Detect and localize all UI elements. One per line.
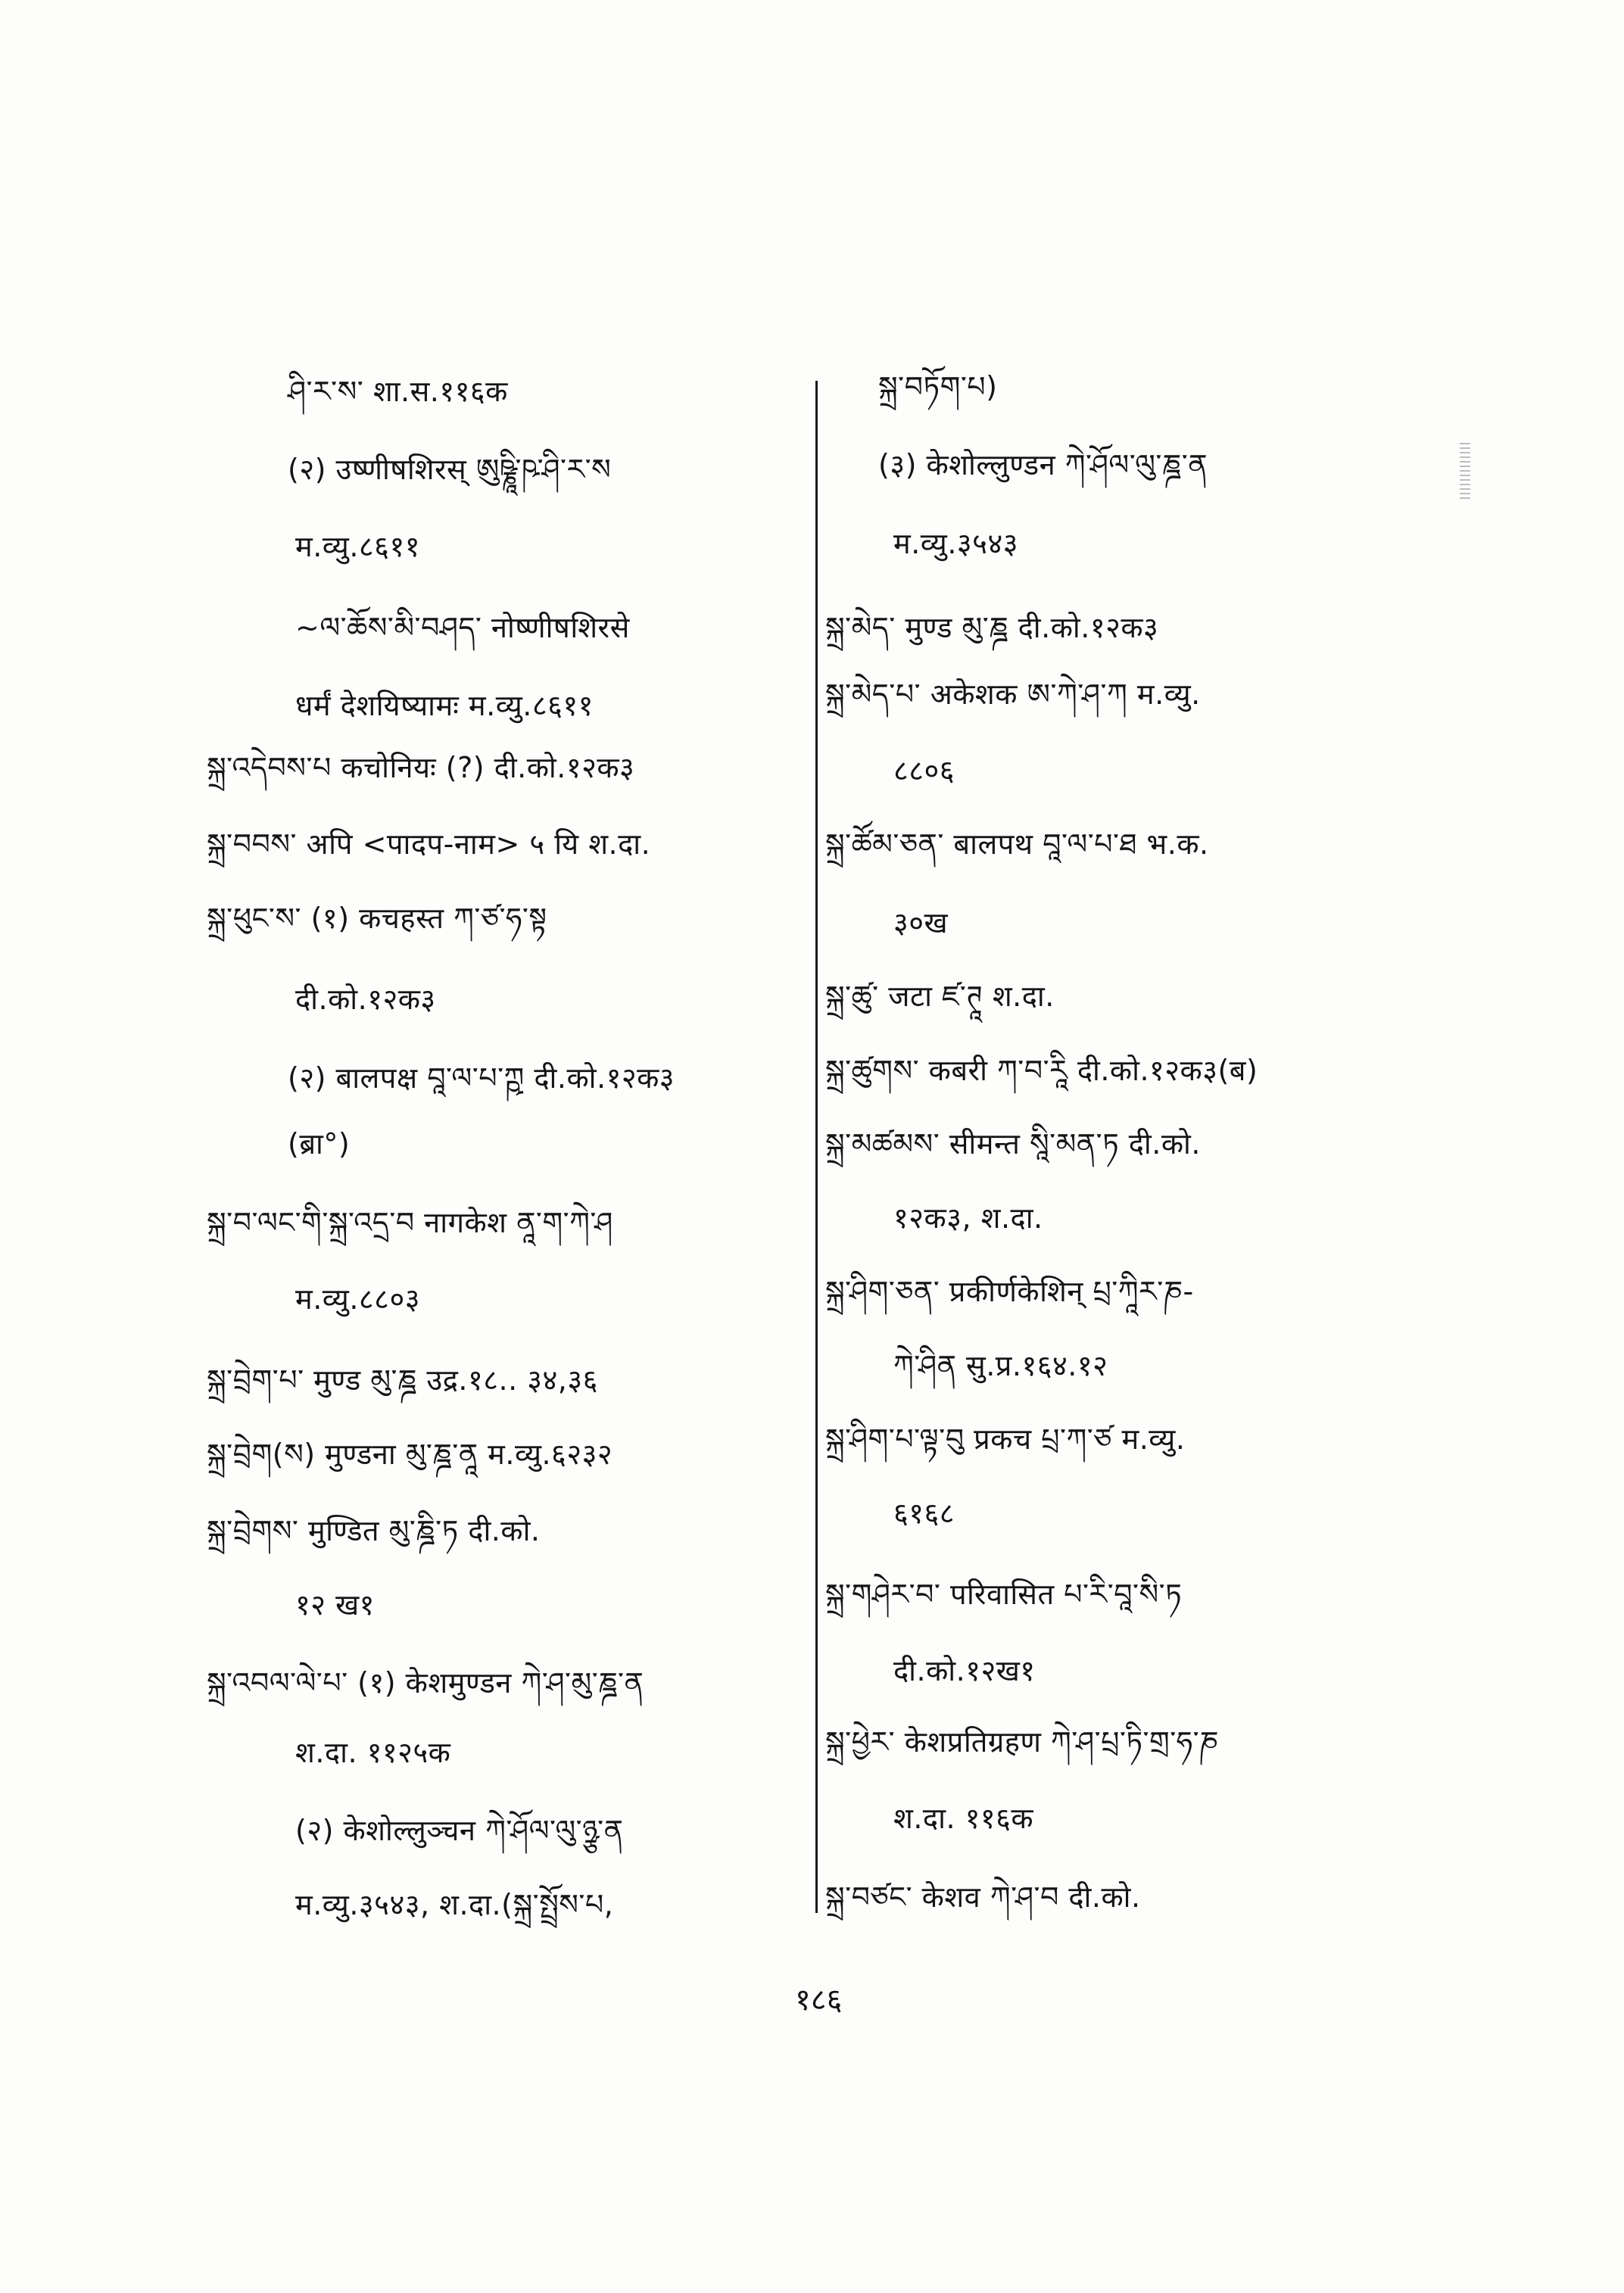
entry-line: སྐྲ་འབལ་ལེ་པ་ (१) केशमुण्डन ཀེ་ཤ་མུ་ཎྜ་ན bbox=[207, 1666, 644, 1699]
entry-line: སྐྲ་གཤེར་བ་ परिवासित པ་རི་བཱ་སི་ཏ bbox=[825, 1578, 1183, 1611]
entry-line: ६१६८ bbox=[893, 1497, 955, 1530]
right-column bbox=[819, 0, 1614, 2293]
entry-line: ཀེ་ཤིན सु.प्र.१६४.१२ bbox=[893, 1349, 1108, 1382]
entry-line: ८८०६ bbox=[893, 754, 955, 787]
entry-line: (ब्रा°) bbox=[288, 1127, 351, 1161]
entry-line: ~ལ་ཆོས་མི་བཤད་ नोष्णीषशिरसे bbox=[295, 611, 630, 644]
entry-line: སྐྲ་བཏོག་པ) bbox=[878, 370, 998, 403]
entry-line: (२) उष्णीषशिरस् ཨུཥྞཱི་ཥ་ཤི་ར་ས bbox=[288, 453, 612, 486]
entry-line: ཤི་ར་ས་ शा.स.११६क bbox=[288, 375, 508, 408]
entry-line: སྐྲ་མཚམས་ सीमन्त སཱི་མན་ཏ दी.को. bbox=[825, 1127, 1201, 1161]
entry-line: སྐྲ་ཤིག་ཅན་ प्रकीर्णकेशिन् པྲ་ཀཱིར་ཎ- bbox=[825, 1275, 1194, 1308]
entry-line: སྐྲ་བཙང་ केशव ཀེ་ཤ་བ दी.को. bbox=[825, 1880, 1141, 1914]
entry-line: ३०ख bbox=[893, 906, 949, 939]
entry-line: धर्मं देशयिष्यामः म.व्यु.८६११ bbox=[295, 689, 594, 722]
entry-line: སྐྲ་བབས་ अपि <पादप-नाम> ५ यि श.दा. bbox=[207, 827, 651, 861]
entry-line: སྐྲ་ཚུགས་ कबरी ཀ་བ་རཱི दी.को.१२क३(ब) bbox=[825, 1054, 1258, 1087]
column-divider bbox=[815, 381, 818, 1913]
entry-line: (२) केशोल्लुञ्चन ཀེ་ཤོལ་ལུ་ཉྩ་ན bbox=[295, 1814, 624, 1847]
entry-line: (३) केशोल्लुण्डन ཀེ་ཤོལ་ལུ་ཎྜ་ན bbox=[878, 448, 1208, 481]
entry-line: སྐྲ་ཕུང་ས་ (१) कचहस्त ཀ་ཙ་ཧ་སྟ bbox=[207, 902, 547, 935]
entry-line: སྐྲ་བྲེགས་ मुण्डित མུ་ཎྜི་ཏ दी.को. bbox=[207, 1514, 541, 1547]
entry-line: སྐྲ་ཤིག་པ་ལྟ་བུ प्रकच པྲ་ཀ་ཙ म.व्यु. bbox=[825, 1422, 1186, 1456]
entry-line: १२ ख१ bbox=[295, 1588, 375, 1622]
entry-line: སྐྲ་འདེབས་པ कचोनियः (?) दी.को.१२क३ bbox=[207, 751, 635, 784]
entry-line: སྐྲ་ཚུ་ जटा ཛ་ཊཱ श.दा. bbox=[825, 980, 1055, 1013]
entry-line: श.दा. ११६क bbox=[893, 1802, 1034, 1835]
entry-line: སྐྲ་ཕྱེར་ केशप्रतिग्रहण ཀེ་ཤ་པྲ་ཏི་གྲ་ཧ་ཎ bbox=[825, 1725, 1219, 1759]
entry-line: म.व्यु.८८०३ bbox=[295, 1282, 420, 1316]
entry-line: སྐྲ་མེད་ मुण्ड མུ་ཎྜ दी.को.१२क३ bbox=[825, 611, 1159, 644]
entry-line: སྐྲ་བྲེག(ས) मुण्डना མུ་ཎྜ་ནཱ म.व्यु.६२३२ bbox=[207, 1438, 613, 1471]
page-number: १८६ bbox=[795, 1983, 843, 2017]
entry-line: (२) बालपक्ष བཱ་ལ་པ་ཀྵ दी.को.१२क३ bbox=[288, 1061, 675, 1095]
entry-line: दी.को.१२ख१ bbox=[893, 1654, 1036, 1687]
entry-line: श.दा. ११२५क bbox=[295, 1736, 451, 1769]
scan-artifact bbox=[1460, 443, 1470, 502]
entry-line: སྐྲ་བྲེག་པ་ मुण्ड མུ་ཎྜ उद्र.१८.. ३४,३६ bbox=[207, 1363, 598, 1397]
entry-line: १२क३, श.दा. bbox=[893, 1201, 1043, 1235]
entry-line: म.व्यु.३५४३, श.दा.(སྐྲ་སྤྲོས་པ, bbox=[295, 1888, 614, 1921]
entry-line: दी.को.१२क३ bbox=[295, 983, 436, 1016]
entry-line: སྐྲ་མེད་པ་ अकेशक ཨ་ཀེ་ཤ་ཀ म.व्यु. bbox=[825, 678, 1201, 711]
entry-line: म.व्यु.३५४३ bbox=[893, 527, 1018, 560]
entry-line: སྐྲ་བ་ལང་གི་སྐྲ་འདྲ་བ नागकेश ནཱ་ག་ཀེ་ཤ bbox=[207, 1206, 613, 1239]
entry-line: སྐྲ་ཚོམ་ཅན་ बालपथ བཱ་ལ་པ་ཐ भ.क. bbox=[825, 827, 1209, 861]
entry-line: म.व्यु.८६११ bbox=[295, 530, 420, 563]
